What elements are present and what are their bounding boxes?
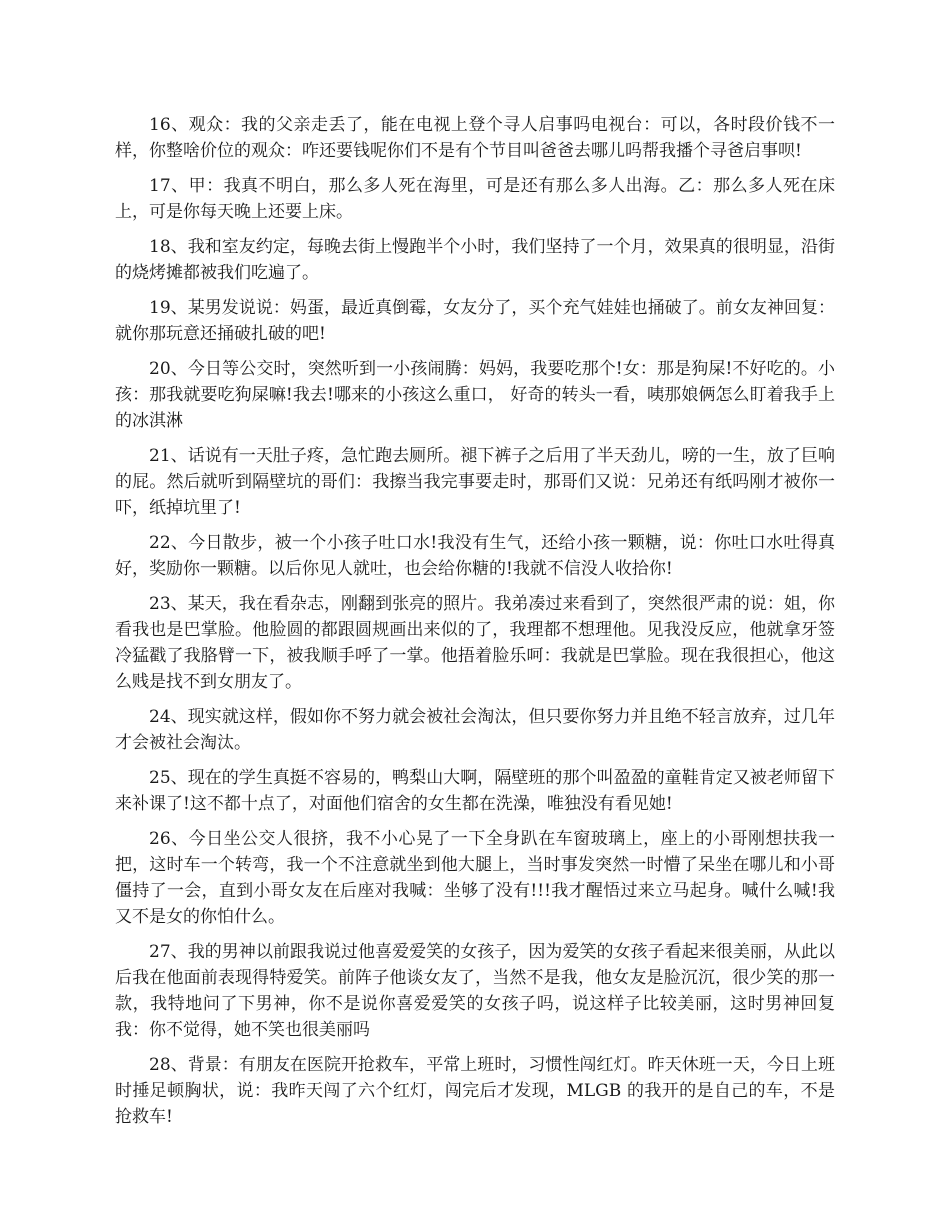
joke-paragraph-18: 18、我和室友约定，每晚去街上慢跑半个小时，我们坚持了一个月，效果真的很明显，沿街的烧烤摊都被我们吃遍了。 (115, 237, 835, 283)
joke-paragraph-26: 26、今日坐公交人很挤，我不小心晃了一下全身趴在车窗玻璃上，座上的小哥刚想扶我一把，这时车一个转弯，我一个不注意就坐到他大腿上，当时事发突然一时懵了呆坐在哪儿和小哥僵持了一会，直到小哥女友在后座对我喊：坐够了没有!!!我才醒悟过来立马起身。喊什么喊!我又不是女的你怕什么。 (115, 829, 835, 927)
joke-paragraph-27: 27、我的男神以前跟我说过他喜爱爱笑的女孩子，因为爱笑的女孩子看起来很美丽，从此以后我在他面前表现得特爱笑。前阵子他谈女友了，当然不是我，他女友是脸沉沉，很少笑的那一款，我特地问了下男神，你不是说你喜爱爱笑的女孩子吗，说这样子比较美丽，这时男神回复我：你不觉得，她不笑也很美丽吗 (115, 942, 835, 1040)
joke-paragraph-17: 17、甲：我真不明白，那么多人死在海里，可是还有那么多人出海。乙：那么多人死在床上，可是你每天晚上还要上床。 (115, 176, 835, 222)
joke-paragraph-22: 22、今日散步，被一个小孩子吐口水!我没有生气，还给小孩一颗糖，说：你吐口水吐得真好，奖励你一颗糖。以后你见人就吐，也会给你糖的!我就不信没人收拾你! (115, 533, 835, 579)
joke-paragraph-23: 23、某天，我在看杂志，刚翻到张亮的照片。我弟凑过来看到了，突然很严肃的说：姐，你看我也是巴掌脸。他脸圆的都跟圆规画出来似的了，我理都不想理他。见我没反应，他就拿牙签冷猛戳了我胳臂一下，被我顺手呼了一掌。他捂着脸乐呵：我就是巴掌脸。现在我很担心，他这么贱是找不到女朋友了。 (115, 594, 835, 692)
joke-paragraph-28: 28、背景：有朋友在医院开抢救车，平常上班时，习惯性闯红灯。昨天休班一天，今日上班时捶足顿胸状，说：我昨天闯了六个红灯，闯完后才发现，MLGB 的我开的是自己的车，不是抢救车! (115, 1055, 835, 1127)
joke-paragraph-16: 16、观众：我的父亲走丢了，能在电视上登个寻人启事吗电视台：可以，各时段价钱不一样，你整啥价位的观众：咋还要钱呢你们不是有个节目叫爸爸去哪儿吗帮我播个寻爸启事呗! (115, 115, 835, 161)
joke-paragraph-24: 24、现实就这样，假如你不努力就会被社会淘汰，但只要你努力并且绝不轻言放弃，过几年才会被社会淘汰。 (115, 707, 835, 753)
joke-paragraph-20: 20、今日等公交时，突然听到一小孩闹腾：妈妈，我要吃那个!女：那是狗屎!不好吃的。小孩：那我就要吃狗屎嘛!我去!哪来的小孩这么重口， 好奇的转头一看，咦那娘俩怎么盯着我手上的冰淇淋 (115, 359, 835, 431)
joke-paragraph-19: 19、某男发说说：妈蛋，最近真倒霉，女友分了，买个充气娃娃也捅破了。前女友神回复：就你那玩意还捅破扎破的吧! (115, 298, 835, 344)
joke-paragraph-25: 25、现在的学生真挺不容易的，鸭梨山大啊，隔壁班的那个叫盈盈的童鞋肯定又被老师留下来补课了!这不都十点了，对面他们宿舍的女生都在洗澡，唯独没有看见她! (115, 768, 835, 814)
joke-paragraph-21: 21、话说有一天肚子疼，急忙跑去厕所。褪下裤子之后用了半天劲儿，嗙的一生，放了巨响的屁。然后就听到隔壁坑的哥们：我擦当我完事要走时，那哥们又说：兄弟还有纸吗刚才被你一吓，纸掉坑里了! (115, 446, 835, 518)
